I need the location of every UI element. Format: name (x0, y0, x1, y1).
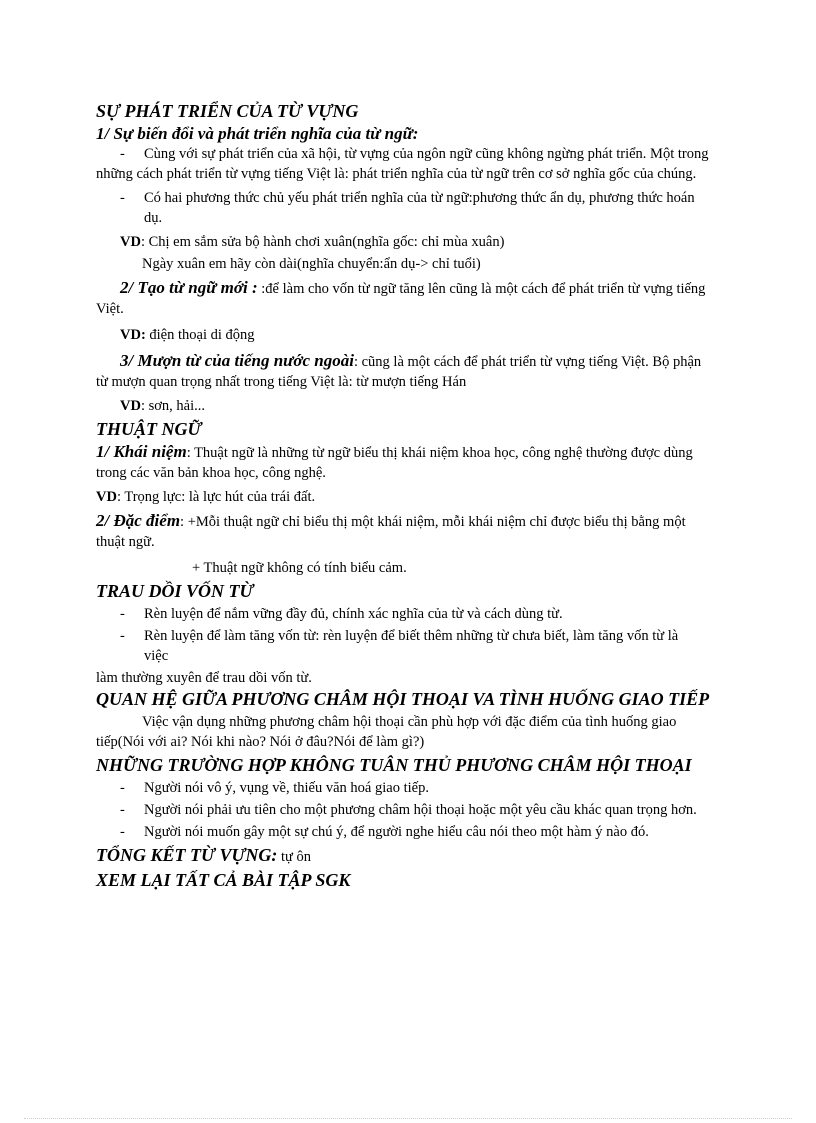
bullet-5-2 (96, 800, 786, 820)
page-bottom-divider (24, 1118, 792, 1119)
bullet-dash: - (120, 802, 125, 818)
bullet-text: Người nói vô ý, vụng về, thiếu văn hoá giao tiếp. (144, 780, 429, 796)
heading-su-phat-trien: SỰ PHÁT TRIỂN CỦA TỪ VỰNG (96, 101, 359, 121)
bullet-5-1 (96, 778, 786, 798)
para-muon-tu-cont: từ mượn quan trọng nhất trong tiếng Việt là: từ mượn tiếng Hán (96, 374, 467, 390)
bullet-1-1-cont: những cách phát triển từ vựng tiếng Việt là: phát triển nghĩa của từ ngữ trên cơ sở nghĩa gốc của chúng. (96, 166, 697, 182)
para-tong-ket (96, 844, 786, 867)
bullet-3-1 (96, 604, 786, 624)
para-trau-doi-tail: làm thường xuyên để trau dồi vốn từ. (96, 670, 312, 686)
para-text: tự ôn (277, 849, 312, 865)
subheading-dac-diem: 2/ Đặc điểm (96, 511, 181, 530)
para-tao-tu-cont: Việt. (96, 301, 124, 317)
para-dac-diem-plus: + Thuật ngữ không có tính biểu cảm. (192, 560, 407, 576)
example-1 (96, 232, 786, 252)
subheading-bien-doi: 1/ Sự biến đổi và phát triển nghĩa của từ ngữ: (96, 124, 419, 143)
bullet-dash: - (120, 606, 125, 622)
example-label: VD (120, 234, 141, 250)
example-label: VD (96, 489, 117, 505)
bullet-text: Có hai phương thức chủ yếu phát triển nghĩa của từ ngữ:phương thức ẩn dụ, phương thức hoán (144, 190, 695, 206)
bullet-dash: - (120, 190, 125, 206)
heading-khong-tuan-thu: NHỮNG TRƯỜNG HỢP KHÔNG TUÂN THỦ PHƯƠNG CHÂM HỘI THOẠI (96, 755, 692, 775)
para-text: : Thuật ngữ là những từ ngữ biểu thị khái niệm khoa học, công nghệ thường được dùng (186, 445, 693, 461)
bullet-text: Cùng với sự phát triển của xã hội, từ vựng của ngôn ngữ cũng không ngừng phát triển. Một trong (144, 146, 709, 162)
subheading-tao-tu: 2/ Tạo từ ngữ mới : (120, 278, 258, 297)
bullet-1-2-cont: dụ. (144, 210, 163, 226)
example-5 (96, 487, 786, 507)
bullet-dash: - (120, 146, 125, 162)
example-2: Ngày xuân em hãy còn dài(nghĩa chuyển:ẩn dụ-> chỉ tuổi) (142, 256, 481, 272)
bullet-text: Người nói phải ưu tiên cho một phương châm hội thoại hoặc một yêu cầu khác quan trọng hơn. (144, 802, 697, 818)
para-text: : +Mỗi thuật ngữ chỉ biểu thị một khái niệm, mỗi khái niệm chỉ được biểu thị bằng một (180, 514, 686, 530)
para-quan-he-cont: tiếp(Nói với ai? Nói khi nào? Nói ở đâu?Nói để làm gì?) (96, 734, 425, 750)
bullet-3-2-cont: việc (144, 648, 169, 664)
bullet-3-2 (96, 626, 786, 646)
example-text: điện thoại di động (145, 327, 255, 343)
para-muon-tu (96, 351, 786, 372)
para-text: : cũng là một cách để phát triển từ vựng tiếng Việt. Bộ phận (353, 354, 702, 370)
bullet-text: Người nói muốn gây một sự chú ý, để người nghe hiểu câu nói theo một hàm ý nào đó. (144, 824, 649, 840)
example-label: VD: (120, 327, 146, 343)
bullet-dash: - (120, 780, 125, 796)
bullet-1-2 (96, 188, 786, 208)
para-tao-tu-ngu-moi (96, 278, 786, 299)
bullet-1-1 (96, 144, 786, 164)
example-label: VD (120, 398, 141, 414)
bullet-text: Rèn luyện để làm tăng vốn từ: rèn luyện để biết thêm những từ chưa biết, làm tăng vốn từ là (144, 628, 679, 644)
heading-tong-ket: TỔNG KẾT TỪ VỰNG: (96, 845, 278, 865)
document-page (96, 100, 786, 891)
para-text: :để làm cho vốn từ ngữ tăng lên cũng là một cách để phát triển từ vựng tiếng (257, 281, 706, 297)
subheading-khai-niem: 1/ Khái niệm (96, 442, 187, 461)
para-khai-niem-cont: trong các văn bản khoa học, công nghệ. (96, 465, 326, 481)
example-4 (96, 396, 786, 416)
para-dac-diem-cont: thuật ngữ. (96, 534, 155, 550)
heading-quan-he: QUAN HỆ GIỮA PHƯƠNG CHÂM HỘI THOẠI VA TÌNH HUỐNG GIAO TIẾP (96, 689, 710, 709)
heading-xem-lai: XEM LẠI TẤT CẢ BÀI TẬP SGK (96, 870, 351, 890)
subheading-muon-tu: 3/ Mượn từ của tiếng nước ngoài (120, 351, 354, 370)
para-quan-he: Việc vận dụng những phương châm hội thoại cần phù hợp với đặc điểm của tình huống giao (142, 714, 677, 730)
example-text: : Trọng lực: là lực hút của trái đất. (116, 489, 316, 505)
para-dac-diem (96, 511, 786, 532)
heading-thuat-ngu: THUẬT NGỮ (96, 419, 202, 439)
example-3 (96, 325, 786, 345)
bullet-dash: - (120, 628, 125, 644)
example-text: : sơn, hải... (140, 398, 206, 414)
example-text: : Chị em sắm sửa bộ hành chơi xuân(nghĩa gốc: chỉ mùa xuân) (140, 234, 505, 250)
bullet-text: Rèn luyện để nắm vững đầy đủ, chính xác nghĩa của từ và cách dùng từ. (144, 606, 563, 622)
para-khai-niem (96, 442, 786, 463)
bullet-dash: - (120, 824, 125, 840)
bullet-5-3 (96, 822, 786, 842)
heading-trau-doi: TRAU DỒI VỐN TỪ (96, 581, 254, 601)
